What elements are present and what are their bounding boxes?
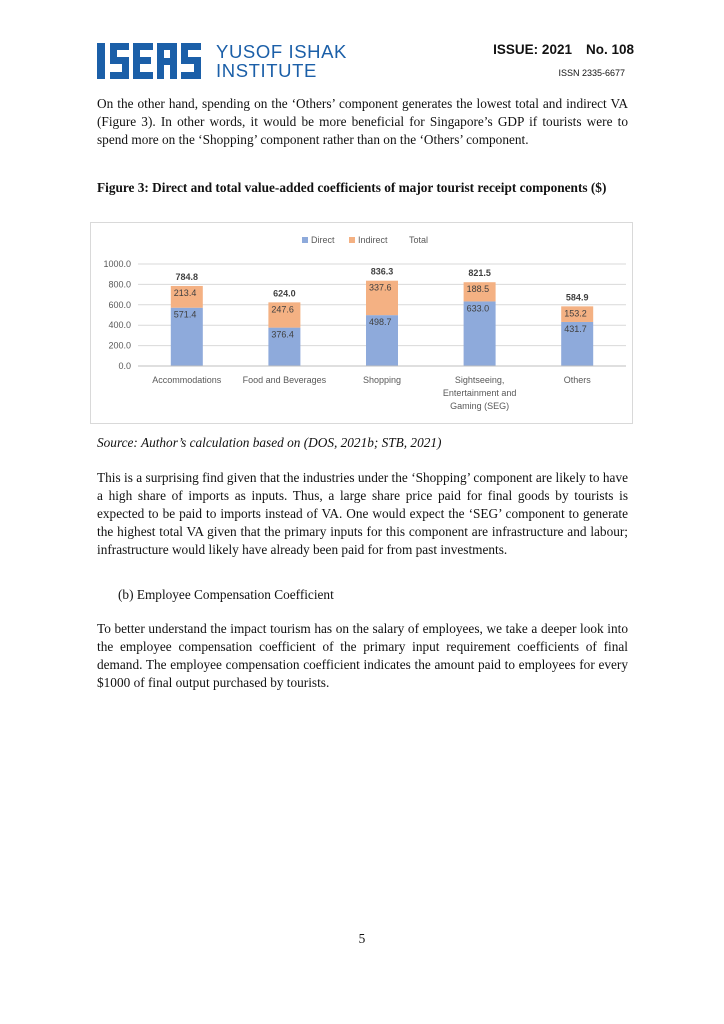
issn: ISSN 2335-6677 bbox=[558, 68, 625, 78]
paragraph-1: On the other hand, spending on the ‘Others’ component generates the lowest total and indirect VA (Figure 3). In other words, it would be more beneficial for Singapore’s GDP if tourists were to spend more on the ‘Shopping’ component rather than on the ‘Others’ component. bbox=[97, 96, 628, 147]
institute-line-2: INSTITUTE bbox=[216, 60, 317, 81]
data-label-direct: 498.7 bbox=[369, 317, 392, 328]
x-tick-label: Gaming (SEG) bbox=[450, 401, 510, 411]
issue-year: ISSUE: 2021 bbox=[493, 42, 572, 57]
issue-number: No. 108 bbox=[585, 42, 634, 57]
legend-indirect: Indirect bbox=[358, 235, 388, 245]
data-label-indirect: 213.4 bbox=[173, 287, 197, 298]
x-tick-label: Entertainment and bbox=[442, 388, 517, 398]
data-label-total: 836.3 bbox=[370, 266, 394, 277]
data-label-indirect: 153.2 bbox=[564, 308, 587, 319]
data-label-direct: 571.4 bbox=[173, 309, 197, 320]
y-tick-label: 1000.0 bbox=[103, 259, 131, 269]
data-label-indirect: 337.6 bbox=[369, 282, 392, 293]
data-label-direct: 376.4 bbox=[271, 329, 294, 340]
legend-direct: Direct bbox=[311, 235, 335, 245]
iseas-logo bbox=[97, 43, 207, 79]
y-tick-label: 800.0 bbox=[108, 279, 131, 290]
data-label-indirect: 188.5 bbox=[466, 284, 490, 295]
legend-total: Total bbox=[409, 235, 429, 245]
data-label-direct: 431.7 bbox=[564, 323, 587, 334]
data-label-total: 624.0 bbox=[273, 288, 296, 299]
paragraph-3: To better understand the impact tourism has on the salary of employees, we take a deeper look into the employee compensation coefficient of the primary input requirement coefficients of final demand. The employee compensation coefficient indicates the amount paid to employees for every $1000 of final output purchased by tourists. bbox=[97, 621, 628, 690]
x-tick-label: Accommodations bbox=[152, 375, 222, 385]
legend-swatch-indirect bbox=[349, 237, 355, 243]
y-tick-label: 200.0 bbox=[108, 340, 131, 351]
paragraph-2: This is a surprising find given that the industries under the ‘Shopping’ component are likely to have a high share of imports as inputs. Thus, a large share price paid for final goods by tourists is expected to be paid to imports instead of VA. One would expect the ‘SEG’ component to generate the highest total VA given that the primary inputs for this component are infrastructure and labour; infrastructure would likely have already been paid for from past investments. bbox=[97, 470, 628, 557]
x-tick-label: Shopping bbox=[362, 375, 402, 385]
y-tick-label: 400.0 bbox=[108, 320, 131, 331]
x-tick-label: Others bbox=[563, 375, 591, 385]
institute-name bbox=[216, 42, 347, 80]
figure-title: Figure 3: Direct and total value-added coefficients of major tourist receipt components ($) bbox=[97, 180, 607, 195]
legend-swatch-direct bbox=[302, 237, 308, 243]
y-tick-label: 0.0 bbox=[118, 361, 131, 371]
y-tick-label: 600.0 bbox=[108, 299, 131, 310]
institute-line-1: YUSOF ISHAK bbox=[216, 41, 347, 62]
issue-line bbox=[493, 42, 634, 57]
section-subheading: (b) Employee Compensation Coefficient bbox=[118, 587, 334, 602]
page-number: 5 bbox=[358, 931, 366, 946]
x-tick-label: Sightseeing, bbox=[454, 375, 505, 385]
data-label-total: 821.5 bbox=[468, 268, 491, 279]
data-label-total: 784.8 bbox=[175, 271, 199, 282]
stacked-bar-chart bbox=[91, 223, 632, 423]
figure-3-chart bbox=[90, 222, 633, 424]
figure-source: Source: Author’s calculation based on (DOS, 2021b; STB, 2021) bbox=[97, 435, 442, 450]
x-tick-label: Food and Beverages bbox=[242, 375, 327, 385]
data-label-total: 584.9 bbox=[565, 292, 589, 303]
data-label-indirect: 247.6 bbox=[271, 304, 294, 315]
data-label-direct: 633.0 bbox=[466, 303, 490, 314]
